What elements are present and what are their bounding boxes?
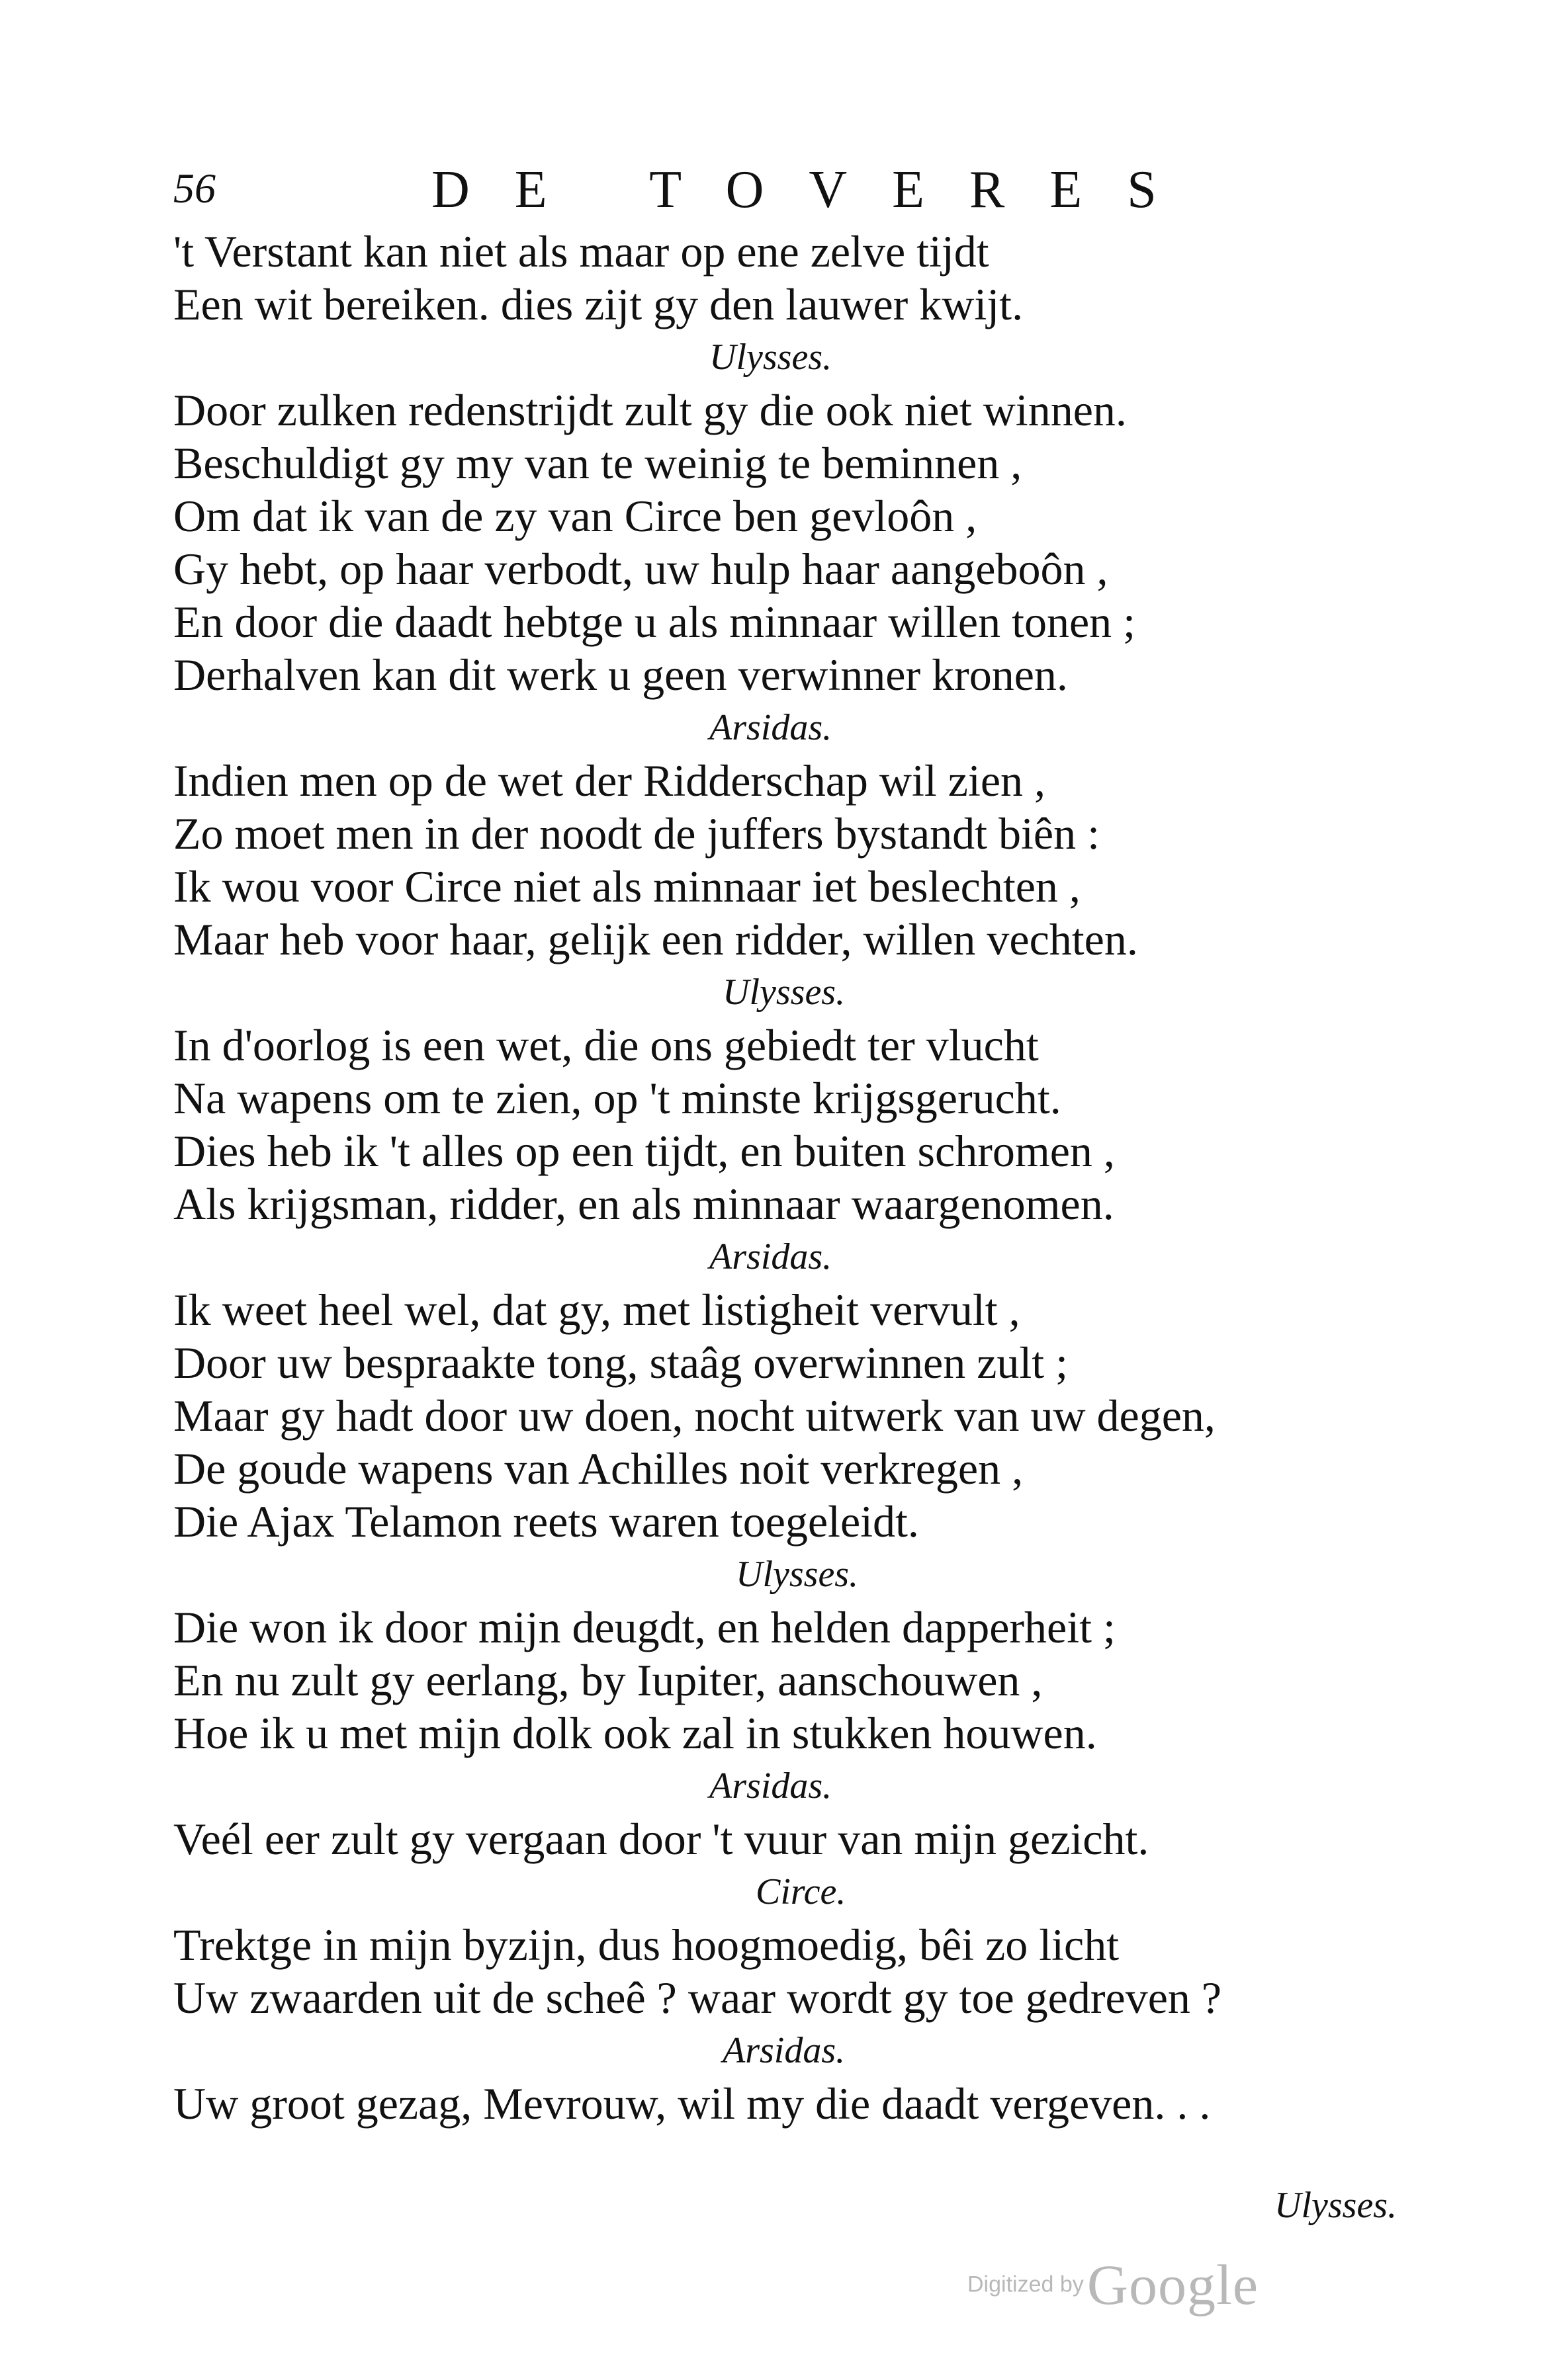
verse-line: 't Verstant kan niet als maar op ene zelve tijdt xyxy=(173,226,989,276)
verse-line: Die won ik door mijn deugdt, en helden dapperheit ; xyxy=(173,1602,1116,1652)
verse-line: Een wit bereiken. dies zijt gy den lauwer kwijt. xyxy=(173,279,1024,329)
verse-line: Uw groot gezag, Mevrouw, wil my die daadt vergeven. . . xyxy=(173,2078,1211,2129)
speaker-name: Arsidas. xyxy=(709,707,832,748)
verse-line: De goude wapens van Achilles noit verkregen , xyxy=(173,1443,1024,1494)
verse-line: Derhalven kan dit werk u geen verwinner kronen. xyxy=(173,650,1068,700)
digitized-watermark xyxy=(967,2252,1259,2318)
speaker-name: Arsidas. xyxy=(723,2030,846,2071)
running-title: DE TOVERES xyxy=(431,161,1202,219)
verse-line: Maar gy hadt door uw doen, nocht uitwerk van uw degen, xyxy=(173,1390,1216,1441)
watermark-prefix: Digitized by xyxy=(967,2272,1084,2297)
page-number: 56 xyxy=(173,165,216,212)
verse-line: Na wapens om te zien, op 't minste krijgsgerucht. xyxy=(173,1073,1061,1123)
speaker-name: Arsidas. xyxy=(709,1765,832,1806)
verse-line: Trektge in mijn byzijn, dus hoogmoedig, bêi zo licht xyxy=(173,1920,1120,1970)
catchword: Ulysses. xyxy=(1274,2185,1397,2226)
speaker-name: Ulysses. xyxy=(709,337,832,378)
verse-line: Door zulken redenstrijdt zult gy die ook niet winnen. xyxy=(173,385,1127,435)
verse-line: Beschuldigt gy my van te weinig te beminnen , xyxy=(173,438,1022,488)
verse-line: Hoe ik u met mijn dolk ook zal in stukken houwen. xyxy=(173,1708,1097,1758)
verse-line: Veél eer zult gy vergaan door 't vuur van mijn gezicht. xyxy=(173,1814,1149,1864)
verse-line: Zo moet men in der noodt de juffers bystandt biên : xyxy=(173,808,1100,859)
verse-line: En door die daadt hebtge u als minnaar willen tonen ; xyxy=(173,597,1136,647)
play-text xyxy=(173,225,1470,2130)
verse-line: Door uw bespraakte tong, staâg overwinnen zult ; xyxy=(173,1338,1069,1388)
verse-line: En nu zult gy eerlang, by Iupiter, aanschouwen , xyxy=(173,1655,1043,1705)
speaker-name: Circe. xyxy=(756,1871,846,1912)
watermark-brand: Google xyxy=(1086,2253,1259,2316)
verse-line: Gy hebt, op haar verbodt, uw hulp haar aangeboôn , xyxy=(173,544,1108,594)
speaker-name: Ulysses. xyxy=(736,1554,859,1595)
verse-line: Indien men op de wet der Ridderschap wil zien , xyxy=(173,755,1046,806)
verse-line: Uw zwaarden uit de scheê ? waar wordt gy toe gedreven ? xyxy=(173,1973,1222,2023)
verse-line: Als krijgsman, ridder, en als minnaar waargenomen. xyxy=(173,1179,1114,1229)
verse-line: Ik weet heel wel, dat gy, met listigheit vervult , xyxy=(173,1285,1020,1335)
verse-line: Die Ajax Telamon reets waren toegeleidt. xyxy=(173,1496,919,1547)
verse-line: In d'oorlog is een wet, die ons gebiedt ter vlucht xyxy=(173,1020,1039,1070)
speaker-name: Arsidas. xyxy=(709,1236,832,1277)
verse-line: Maar heb voor haar, gelijk een ridder, willen vechten. xyxy=(173,914,1138,964)
verse-line: Ik wou voor Circe niet als minnaar iet beslechten , xyxy=(173,861,1081,912)
verse-line: Om dat ik van de zy van Circe ben gevloôn , xyxy=(173,491,977,541)
verse-line: Dies heb ik 't alles op een tijdt, en buiten schromen , xyxy=(173,1126,1115,1176)
speaker-name: Ulysses. xyxy=(723,972,846,1013)
